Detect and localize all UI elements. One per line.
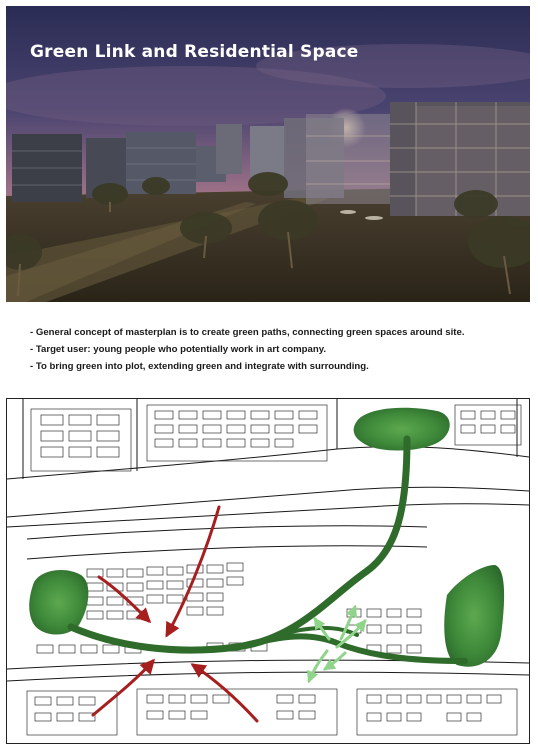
dusk-render-image: [6, 6, 530, 302]
concept-bullet-2: - Target user: young people who potentially work in art company.: [30, 344, 327, 355]
concept-bullet-1: - General concept of masterplan is to create green paths, connecting green spaces around site.: [30, 327, 465, 338]
masterplan-svg: [7, 399, 529, 743]
concept-bullet-list: [30, 324, 520, 375]
concept-bullet-3: - To bring green into plot, extending green and integrate with surrounding.: [30, 361, 369, 372]
masterplan-diagram: [6, 398, 530, 744]
render-title: Green Link and Residential Space: [30, 42, 359, 62]
